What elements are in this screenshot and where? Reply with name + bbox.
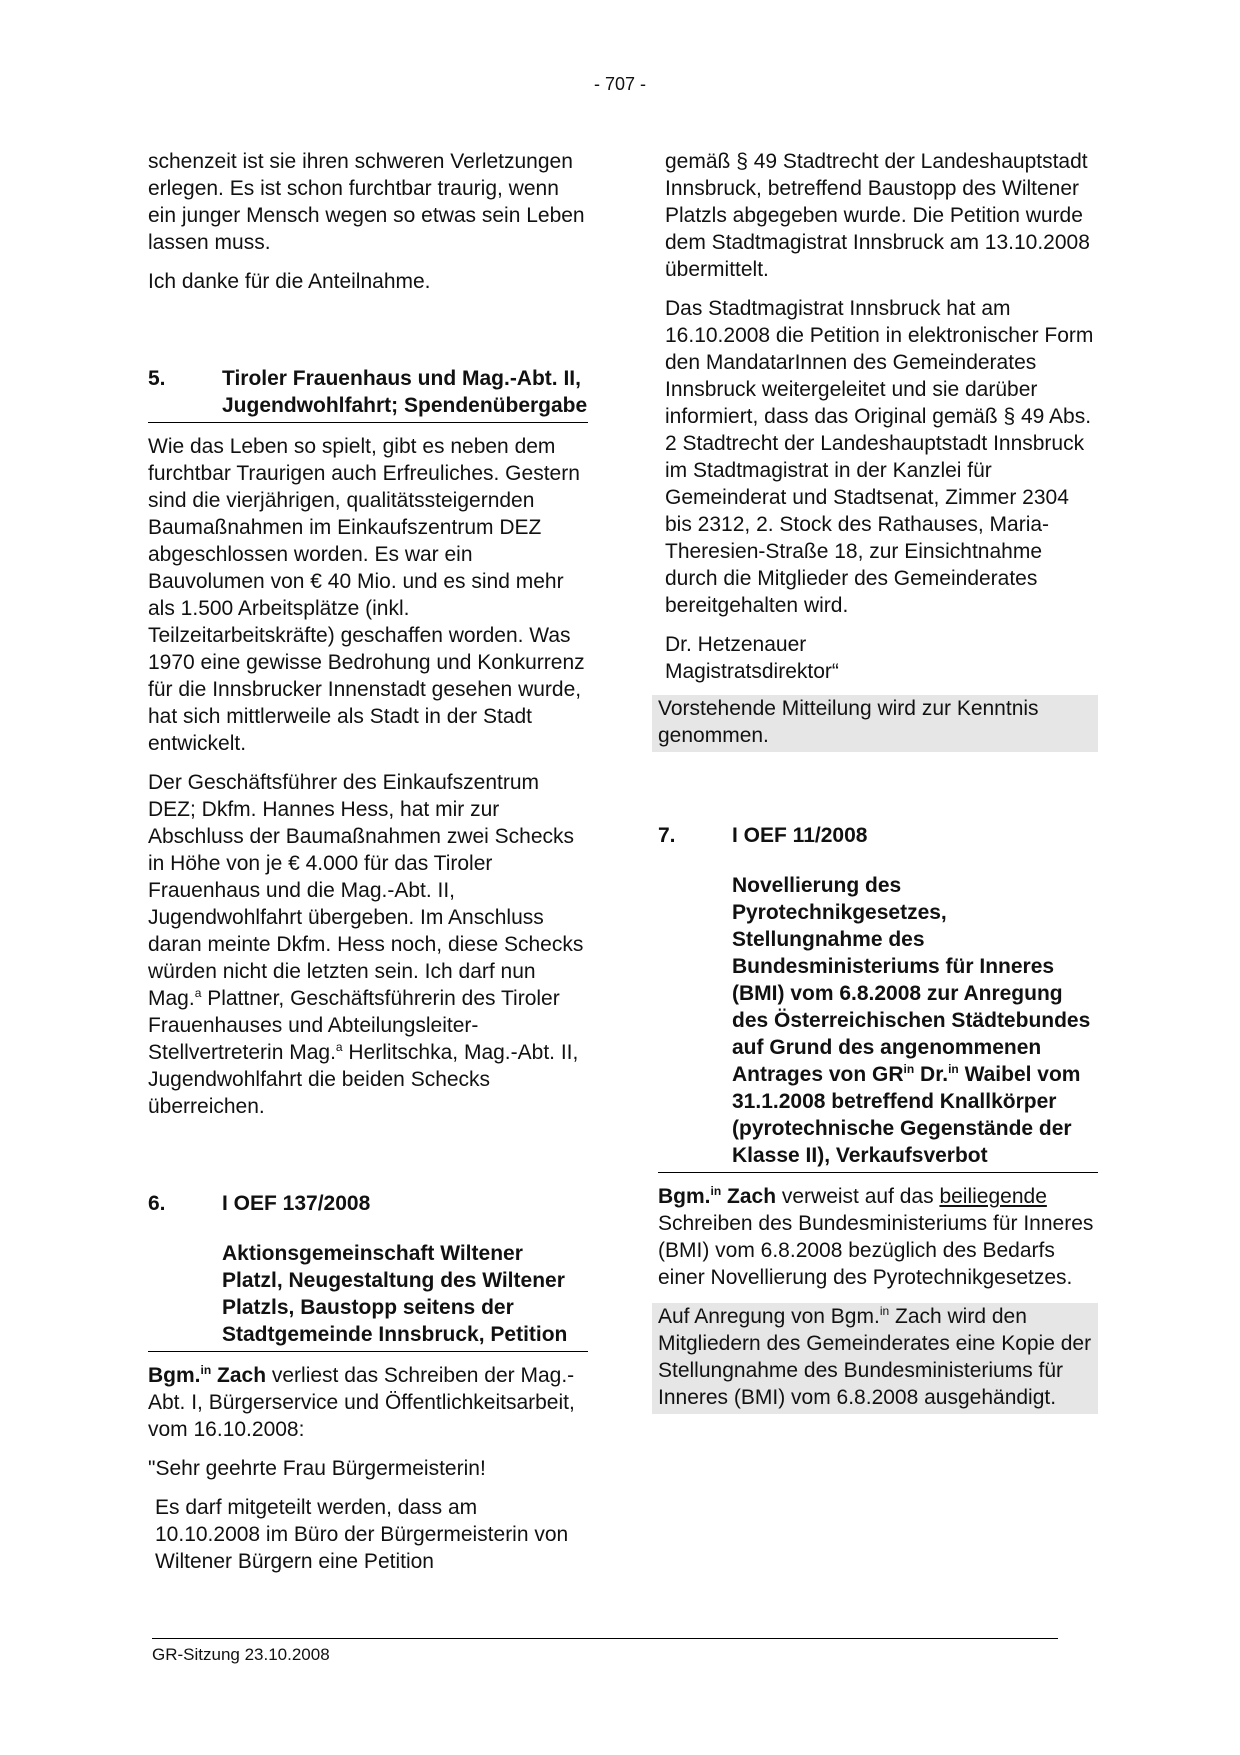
section-7-heading (658, 822, 1098, 852)
section-number: 6. (148, 1192, 166, 1215)
section-number: 7. (658, 824, 676, 847)
section-number: 5. (148, 367, 166, 390)
left-column (148, 148, 588, 1587)
section-title: Tiroler Frauenhaus und Mag.-Abt. II, Jugendwohlfahrt; Spendenübergabe (222, 367, 588, 417)
paragraph: Das Stadtmagistrat Innsbruck hat am 16.10.2008 die Petition in elektronischer Form den MandatarInnen des Gemeinderates Innsbruck weitergeleitet und sie darüber informiert, dass das Original gemäß § 49 Abs. 2 Stadtrecht der Landeshauptstadt Innsbruck im Stadtmagistrat in der Kanzlei für Gemeinderat und Stadtsenat, Zimmer 2304 bis 2312, 2. Stock des Rathauses, Maria-Theresien-Straße 18, zur Einsichtnahme durch die Mitglieder des Gemeinderates bereitgehalten wird. (665, 297, 1094, 617)
paragraph: Bgm.$^{in}$ Zach verliest das Schreiben der Mag.-Abt. I, Bürgerservice und Öffentlichkeitsarbeit, vom 16.10.2008: (148, 1363, 575, 1441)
paragraph: Es darf mitgeteilt werden, dass am 10.10.2008 im Büro der Bürgermeisterin von Wiltener Bürgern eine Petition (155, 1496, 569, 1573)
paragraph: Der Geschäftsführer des Einkaufszentrum DEZ; Dkfm. Hannes Hess, hat mir zur Abschluss der Baumaßnahmen zwei Schecks in Höhe von je € 4.000 für das Tiroler Frauenhaus und die Mag.-Abt. II, Jugendwohlfahrt übergeben. Im Anschluss daran meinte Dkfm. Hess noch, diese Schecks würden nicht die letzten sein. Ich darf nun Mag.$^a$ Plattner, Geschäftsführerin des Tiroler Frauenhauses und Abteilungsleiter-Stellvertreterin Mag.$^a$ Herlitschka, Mag.-Abt. II, Jugendwohlfahrt die beiden Schecks überreichen. (148, 771, 584, 1118)
paragraph: schenzeit ist sie ihren schweren Verletzungen erlegen. Es ist schon furchtbar traurig, wenn ein junger Mensch wegen so etwas sein Leben lassen muss. (148, 150, 585, 254)
paragraph: Bgm.$^{in}$ Zach verweist auf das beiliegende Schreiben des Bundesministeriums für Inneres (BMI) vom 6.8.2008 bezüglich des Bedarfs einer Novellierung des Pyrotechnikgesetzes. (658, 1184, 1094, 1289)
paragraph: Ich danke für die Anteilnahme. (148, 270, 431, 293)
paragraph: "Sehr geehrte Frau Bürgermeisterin! (148, 1457, 486, 1480)
section-5-heading (148, 365, 588, 423)
attachment-reference: beiliegende (939, 1185, 1047, 1208)
signature: Dr. Hetzenauer Magistratsdirektor“ (665, 633, 839, 683)
right-column (658, 148, 1098, 1426)
paragraph: Wie das Leben so spielt, gibt es neben dem furchtbar Traurigen auch Erfreuliches. Gestern sind die vierjährigen, qualitätssteigernden Baumaßnahmen im Einkaufszentrum DEZ abgeschlossen worden. Es war ein Bauvolumen von € 40 Mio. und es sind mehr als 1.500 Arbeitsplätze (inkl. Teilzeitarbeitskräfte) geschaffen worden. Was 1970 eine gewisse Bedrohung und Konkurrenz für die Innsbrucker Innenstadt gesehen wurde, hat sich mittlerweile als Stadt in der Stadt entwickelt. (148, 435, 585, 755)
section-code: I OEF 11/2008 (732, 824, 868, 847)
section-6-heading (148, 1190, 588, 1220)
paragraph: gemäß § 49 Stadtrecht der Landeshauptstadt Innsbruck, betreffend Baustopp des Wiltener Platzls abgegeben wurde. Die Petition wurde dem Stadtmagistrat Innsbruck am 13.10.2008 übermittelt. (665, 150, 1090, 281)
section-title: Aktionsgemeinschaft Wiltener Platzl, Neugestaltung des Wiltener Platzls, Baustopp seitens der Stadtgemeinde Innsbruck, Petition (148, 1240, 588, 1352)
section-code: I OEF 137/2008 (222, 1192, 371, 1215)
shaded-note: Auf Anregung von Bgm.$^{in}$ Zach wird den Mitgliedern des Gemeinderates eine Kopie der Stellungnahme des Bundesministeriums für Inneres (BMI) vom 6.8.2008 ausgehändigt. (652, 1303, 1098, 1414)
footer: GR-Sitzung 23.10.2008 (152, 1645, 330, 1664)
shaded-note: Vorstehende Mitteilung wird zur Kenntnis genommen. (652, 695, 1098, 752)
footer-divider (152, 1638, 1058, 1639)
page-number: - 707 - (593, 74, 647, 94)
section-title: Novellierung des Pyrotechnikgesetzes, Stellungnahme des Bundesministeriums für Inneres (BMI) vom 6.8.2008 zur Anregung des Österreichischen Städtebundes auf Grund des angenommenen Antrages von $GR^{in}$ Dr.$^{in}$ Waibel vom 31.1.2008 betreffend Knallkörper (pyrotechnische Gegenstände der Klasse II), Verkaufsverbot (658, 872, 1098, 1173)
